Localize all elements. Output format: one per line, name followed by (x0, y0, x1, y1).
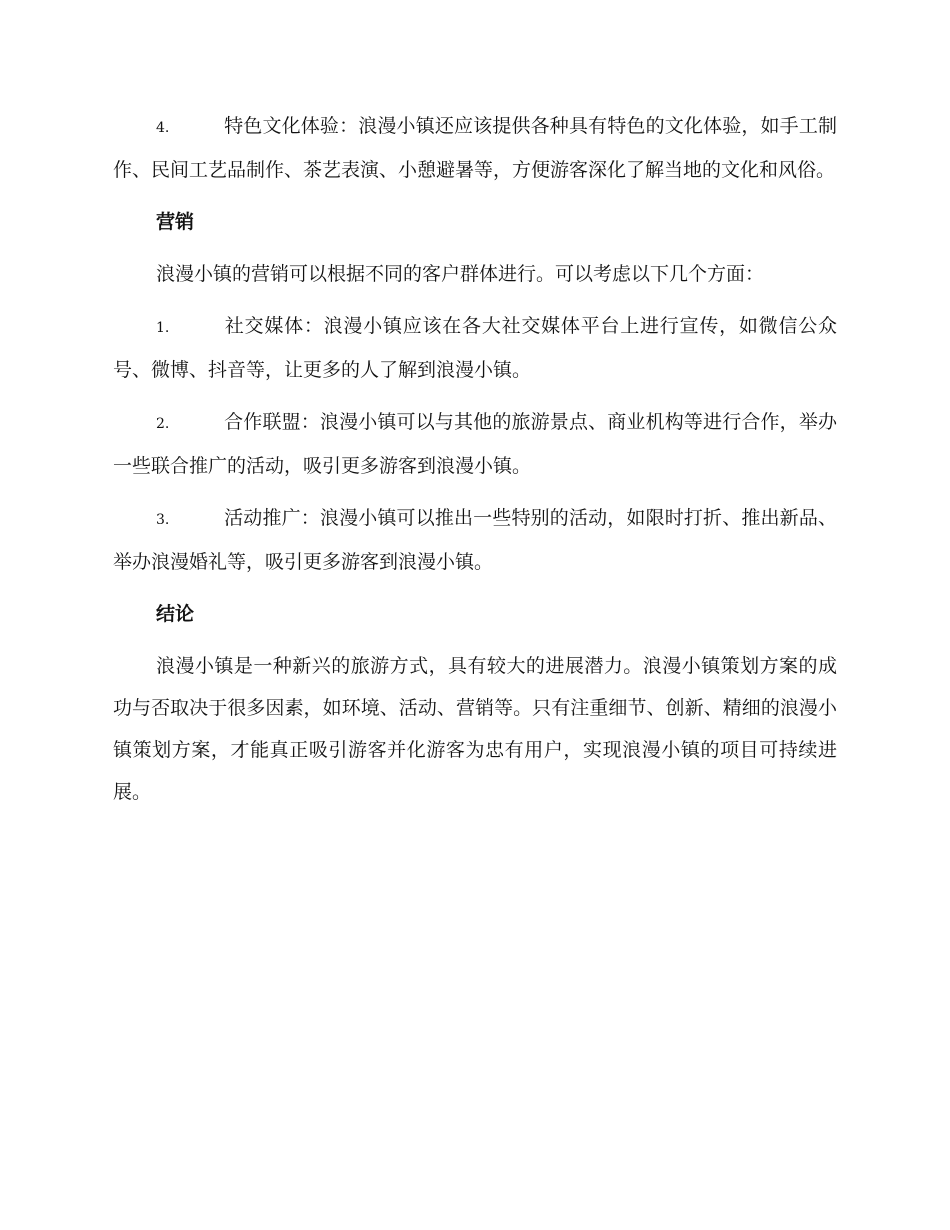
list-item-1 (113, 305, 837, 391)
list-number: 2. (156, 416, 170, 432)
list-number: 4. (156, 120, 170, 136)
conclusion-paragraph: 浪漫小镇是一种新兴的旅游方式，具有较大的进展潜力。浪漫小镇策划方案的成功与否取决于很多因素，如环境、活动、营销等。只有注重细节、创新、精细的浪漫小镇策划方案，才能真正吸引游客并化游客为忠有用户，实现浪漫小镇的项目可持续进展。 (113, 655, 837, 803)
list-number: 1. (156, 320, 170, 336)
section-heading-conclusion: 结论 (156, 603, 195, 625)
list-item-3 (113, 497, 837, 583)
section-heading-marketing: 营销 (156, 211, 195, 233)
list-item-2 (113, 401, 837, 487)
list-item-text: 社交媒体：浪漫小镇应该在各大社交媒体平台上进行宣传，如微信公众号、微博、抖音等，让更多的人了解到浪漫小镇。 (113, 315, 837, 381)
list-item-text: 合作联盟：浪漫小镇可以与其他的旅游景点、商业机构等进行合作，举办一些联合推广的活动，吸引更多游客到浪漫小镇。 (113, 411, 837, 477)
list-item-text: 活动推广：浪漫小镇可以推出一些特别的活动，如限时打折、推出新品、举办浪漫婚礼等，吸引更多游客到浪漫小镇。 (113, 507, 837, 573)
marketing-intro-paragraph: 浪漫小镇的营销可以根据不同的客户群体进行。可以考虑以下几个方面： (156, 263, 765, 285)
document-body (113, 105, 837, 823)
list-item-text: 特色文化体验：浪漫小镇还应该提供各种具有特色的文化体验，如手工制作、民间工艺品制作、茶艺表演、小憩避暑等，方便游客深化了解当地的文化和风俗。 (113, 115, 837, 181)
list-number: 3. (156, 512, 170, 528)
list-item-4 (113, 105, 837, 191)
